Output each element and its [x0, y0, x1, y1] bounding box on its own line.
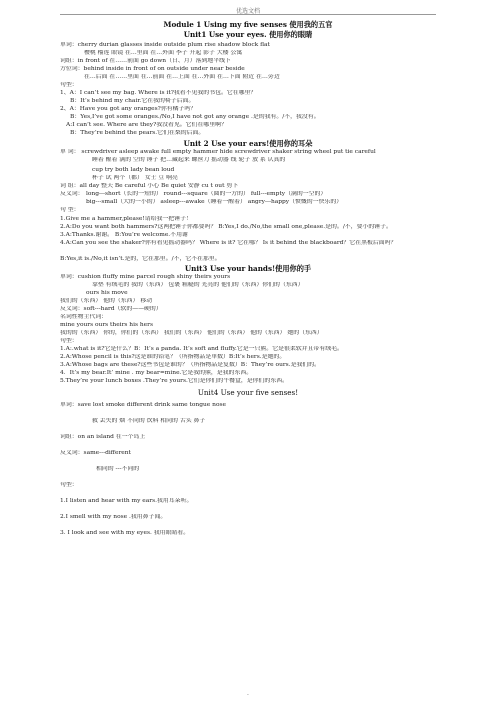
- unit2-sentence-4: 4.A:Can you see the shaker?你有看见摇动器吗？ Where is it? 它在哪？ Is it behind the blackboard？它在黑板后面吗？: [60, 240, 397, 246]
- unit4-sentence-2: 2.I smell with my nose .我用鼻子闻。: [60, 514, 167, 520]
- unit2-sentence-2: 2.A:Do you want both hammers?这两把锤子你都要吗？ B:Yes,I do./No,the small one,please.是的。/不，要小的锤子。: [60, 224, 392, 230]
- unit4-title: Unit4 Use your five senses!: [197, 388, 299, 397]
- unit1-position-words: 方位词：behind inside in front of on outside under near beside: [60, 66, 245, 72]
- unit1-sentences-label: 句型：: [60, 82, 78, 88]
- unit2-words-en: 单 词： screwdriver asleep awake full empty hammer hide screwdriver shaker string wheel put tie careful: [60, 149, 376, 155]
- unit1-sentence-2d: B：They’re behind the pears.它们在梨的后面。: [70, 130, 205, 136]
- unit1-position-cn: 在…后面 在……里面 在…前面 在…上面 在…外面 在…下面 附近 在…旁边: [84, 74, 280, 80]
- unit2-words-cn: 睡着 醒着 满的 空的 锤子 把…藏起来 螺丝刀 摇动器 线 轮子 放 系 认真的: [92, 157, 286, 163]
- unit3-words-cn-2: 我们的（东西） 他的（东西） 移动: [60, 298, 153, 304]
- unit3-sentence-2: 2.A:Whose pencil is this?这是谁的铅笔？（所指物品是单数）B:It’s hers.是她的。: [60, 354, 286, 360]
- unit4-phrases: 词组：on an island 在一个岛上: [60, 434, 146, 440]
- unit4-antonyms-label: 反义词：same---different: [60, 450, 131, 456]
- unit3-pronouns-en: mine yours ours theirs his hers: [60, 322, 153, 328]
- unit3-antonyms: 反义词：soft---hard（软的——硬的）: [60, 306, 162, 312]
- page-footer: .: [247, 690, 249, 697]
- unit3-sentence-3: 3.A:Whose bags are these?这些书包是谁的？（所指物品是复数）B：They’re ours.是我们的。: [60, 362, 321, 368]
- unit3-pronouns-cn: 我的的（东西） 你的，你们的（东西） 我们的（东西） 他们的（东西） 他的（东西） 她的（东西）: [60, 330, 323, 336]
- unit3-pronoun-label: 名词性物主代词：: [60, 314, 108, 320]
- unit1-title: Unit1 Use your eyes. 使用你的眼睛: [183, 30, 313, 39]
- unit1-sentence-2c: A:I can’t see. Where are they?我没看见。它们在哪里啊？: [66, 122, 227, 128]
- unit4-antonyms-cn: 相同的 ---不同的: [96, 466, 140, 472]
- page-header: 优选文档: [235, 8, 260, 15]
- unit1-sentence-1b: B：It’s behind my chair.它在我的椅子后面。: [70, 98, 195, 104]
- unit3-words-en: 单词：cushion fluffy mine parcel rough shiny theirs yours: [60, 274, 231, 280]
- unit2-sentence-4b: B:Yes,it is./No,it isn’t.是的，它在那里。/不，它不在那里。: [60, 256, 221, 262]
- unit3-sentence-5: 5.They’re your lunch boxes .They’re yours.它们是你们的午餐盒，是你们的东西。: [60, 378, 288, 384]
- unit2-antonyms-2: big---small（大的一小的） asleep---awake（睡着一醒着） angry---happy（愤慨的一快乐的）: [86, 199, 343, 205]
- unit4-words-en: 单词：save lost smoke different drink same tongue nose: [60, 402, 226, 408]
- unit3-sentence-1: 1.A:.what is it?它是什么？B：It’s a panda. It’s soft and fluffy.它是一只熊。它是很柔软并且带有绒毛。: [60, 346, 343, 352]
- unit4-sentence-3: 3. I look and see with my eyes. 我用眼睛看。: [60, 530, 190, 536]
- unit1-sentence-1: 1、A：I can’t see my bag. Where is it?我看不见我的书包。它在哪里？: [60, 90, 257, 96]
- module-title: Module 1 Using my five senses 使用我的五官: [163, 20, 333, 29]
- unit2-sentence-3: 3.A:Thanks.谢谢。 B:You’re welcome.不用谢: [60, 232, 188, 238]
- unit3-title: Unit3 Use your hands!使用你的手: [184, 264, 312, 273]
- unit2-sentence-1: 1.Give me a hammer,please!请给我一把锤子！: [60, 216, 192, 222]
- unit1-words-cn: 樱桃 榴莲 眼镜 在…里面 在…外面 李子 升起 影子 大楼 公寓: [84, 50, 243, 56]
- unit3-words-cn: 靠垫 有绒毛的 我的（东西） 包裹 粗糙的 光亮的 他们的（东西）你们的（东西）: [92, 282, 304, 288]
- header-divider: [60, 14, 436, 15]
- unit1-words-en: 单词：cherry durian glasses inside outside plum rise shadow block flat: [60, 42, 270, 48]
- unit2-phrases: 词 组：all day 整天 Be careful 小心 Be quiet 安静 cu t out 剪下: [60, 183, 239, 189]
- unit2-title: Unit 2 Use your ears!使用你的耳朵: [183, 139, 313, 148]
- unit2-antonyms-label: 反义词：: [60, 191, 84, 197]
- unit1-sentence-2: 2、A：Have you got any oranges?你有橘子吗？: [60, 106, 197, 112]
- unit2-antonyms-1: long---short（长的一短的） round---square（圆的一方的） full---empty（满的一空的）: [86, 191, 327, 197]
- unit2-sentences-label: 句 型：: [60, 207, 80, 213]
- unit2-words-cn-2: 杯子 试 两个（都） 女士 豆 响亮: [92, 175, 178, 181]
- unit3-sentences-label: 句型：: [60, 338, 78, 344]
- unit3-sentence-4: 4．It’s my bear.It’ mine . my bear=mine.它是我的熊，是我的东西。: [60, 370, 253, 376]
- unit2-words-en-2: cup try both lady bean loud: [92, 167, 175, 173]
- unit4-words-cn: 救 丢失的 烟 不同的 饮料 相同的 舌头 鼻子: [92, 418, 206, 424]
- unit3-words-en-2: ours his move: [86, 290, 128, 296]
- unit4-sentence-1: 1.I listen and hear with my ears.我用耳朵听。: [60, 498, 193, 504]
- unit1-phrases: 词组：in front of 在……前面 go down（日、月）落到地平线下: [60, 58, 231, 64]
- unit4-sentences-label: 句型：: [60, 482, 78, 488]
- unit1-sentence-2b: B：Yes,I’ve got some oranges./No,I have not got any orange .是的我有。/不，我没有。: [70, 114, 320, 120]
